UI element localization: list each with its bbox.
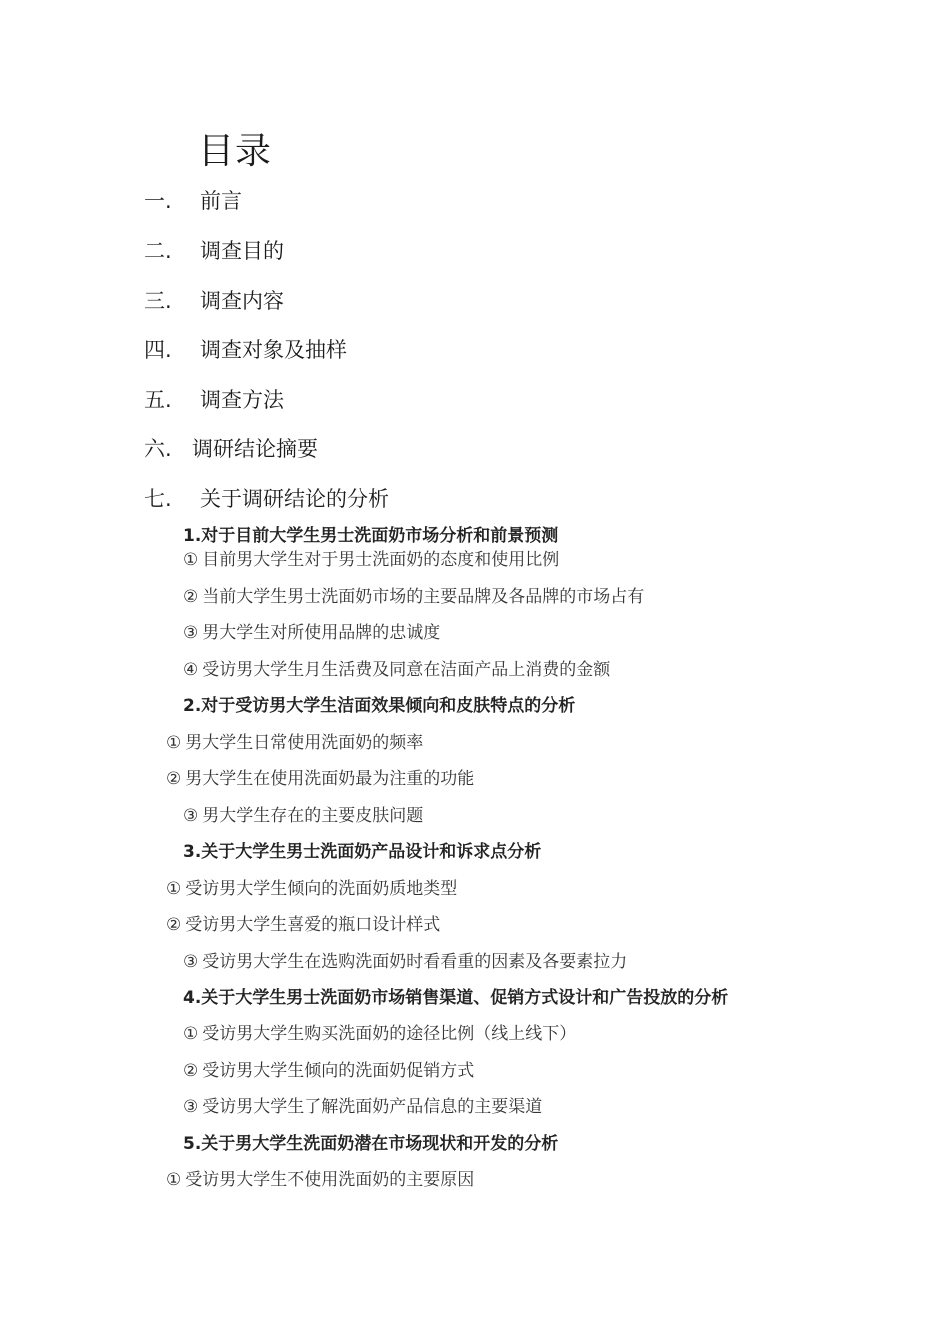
subitem-text: 受访男大学生倾向的洗面奶质地类型 — [185, 879, 458, 899]
chapter-number: 五. — [144, 388, 172, 412]
toc-subitem — [183, 585, 644, 609]
circled-number: ④ — [183, 660, 199, 680]
subitem-text: 男大学生在使用洗面奶最为注重的功能 — [185, 769, 475, 789]
toc-chapter — [144, 287, 284, 315]
toc-section-heading: 4.关于大学生男士洗面奶市场销售渠道、促销方式设计和广告投放的分析 — [183, 988, 729, 1008]
toc-section-heading: 1.对于目前大学生男士洗面奶市场分析和前景预测 — [183, 526, 559, 546]
subitem-text: 受访男大学生不使用洗面奶的主要原因 — [185, 1170, 475, 1190]
toc-chapter — [144, 386, 284, 414]
chapter-number: 四. — [144, 338, 172, 362]
subitem-text: 目前男大学生对于男士洗面奶的态度和使用比例 — [202, 550, 560, 570]
toc-chapter — [144, 435, 318, 463]
toc-chapter — [144, 237, 284, 265]
circled-number: ③ — [183, 1097, 199, 1117]
subitem-text: 男大学生日常使用洗面奶的频率 — [185, 733, 424, 753]
toc-subitem — [183, 548, 559, 572]
circled-number: ② — [166, 769, 182, 789]
chapter-label: 调研结论摘要 — [192, 437, 318, 461]
toc-subitem — [183, 1095, 542, 1119]
subitem-text: 当前大学生男士洗面奶市场的主要品牌及各品牌的市场占有 — [202, 587, 645, 607]
toc-subitem — [166, 767, 474, 791]
circled-number: ① — [166, 879, 182, 899]
chapter-number: 三. — [144, 289, 172, 313]
subitem-text: 受访男大学生喜爱的瓶口设计样式 — [185, 915, 441, 935]
chapter-label: 调查对象及抽样 — [200, 338, 347, 362]
toc-chapter — [144, 336, 347, 364]
subitem-text: 受访男大学生倾向的洗面奶促销方式 — [202, 1061, 475, 1081]
circled-number: ② — [166, 915, 182, 935]
toc-subitem — [183, 950, 627, 974]
circled-number: ③ — [183, 623, 199, 643]
circled-number: ② — [183, 1061, 199, 1081]
circled-number: ① — [166, 733, 182, 753]
subitem-text: 男大学生存在的主要皮肤问题 — [202, 806, 424, 826]
chapter-number: 七. — [144, 487, 172, 511]
chapter-label: 调查方法 — [200, 388, 284, 412]
chapter-label: 关于调研结论的分析 — [200, 487, 389, 511]
chapter-number: 一. — [144, 189, 172, 213]
toc-subitem — [166, 1168, 474, 1192]
toc-subitem — [166, 731, 423, 755]
circled-number: ① — [183, 1024, 199, 1044]
toc-subitem — [166, 877, 457, 901]
subitem-text: 受访男大学生购买洗面奶的途径比例（线上线下） — [202, 1024, 577, 1044]
circled-number: ① — [183, 550, 199, 570]
toc-chapter — [144, 187, 242, 215]
chapter-label: 调查内容 — [200, 289, 284, 313]
toc-subitem — [183, 1022, 576, 1046]
toc-chapter — [144, 485, 389, 513]
subitem-text: 受访男大学生了解洗面奶产品信息的主要渠道 — [202, 1097, 543, 1117]
toc-subitem — [166, 913, 440, 937]
toc-subitem — [183, 804, 423, 828]
toc-title: 目录 — [198, 131, 273, 172]
chapter-label: 调查目的 — [200, 239, 284, 263]
toc-section-heading: 2.对于受访男大学生洁面效果倾向和皮肤特点的分析 — [183, 696, 576, 716]
toc-section-heading: 5.关于男大学生洗面奶潜在市场现状和开发的分析 — [183, 1134, 559, 1154]
subitem-text: 男大学生对所使用品牌的忠诚度 — [202, 623, 441, 643]
circled-number: ③ — [183, 806, 199, 826]
chapter-number: 六. — [144, 437, 172, 461]
chapter-label: 前言 — [200, 189, 242, 213]
chapter-number: 二. — [144, 239, 172, 263]
toc-section-heading: 3.关于大学生男士洗面奶产品设计和诉求点分析 — [183, 842, 542, 862]
toc-subitem — [183, 621, 440, 645]
circled-number: ② — [183, 587, 199, 607]
subitem-text: 受访男大学生在选购洗面奶时看看重的因素及各要素拉力 — [202, 952, 628, 972]
toc-subitem — [183, 658, 610, 682]
circled-number: ③ — [183, 952, 199, 972]
toc-subitem — [183, 1059, 474, 1083]
circled-number: ① — [166, 1170, 182, 1190]
subitem-text: 受访男大学生月生活费及同意在洁面产品上消费的金额 — [202, 660, 611, 680]
